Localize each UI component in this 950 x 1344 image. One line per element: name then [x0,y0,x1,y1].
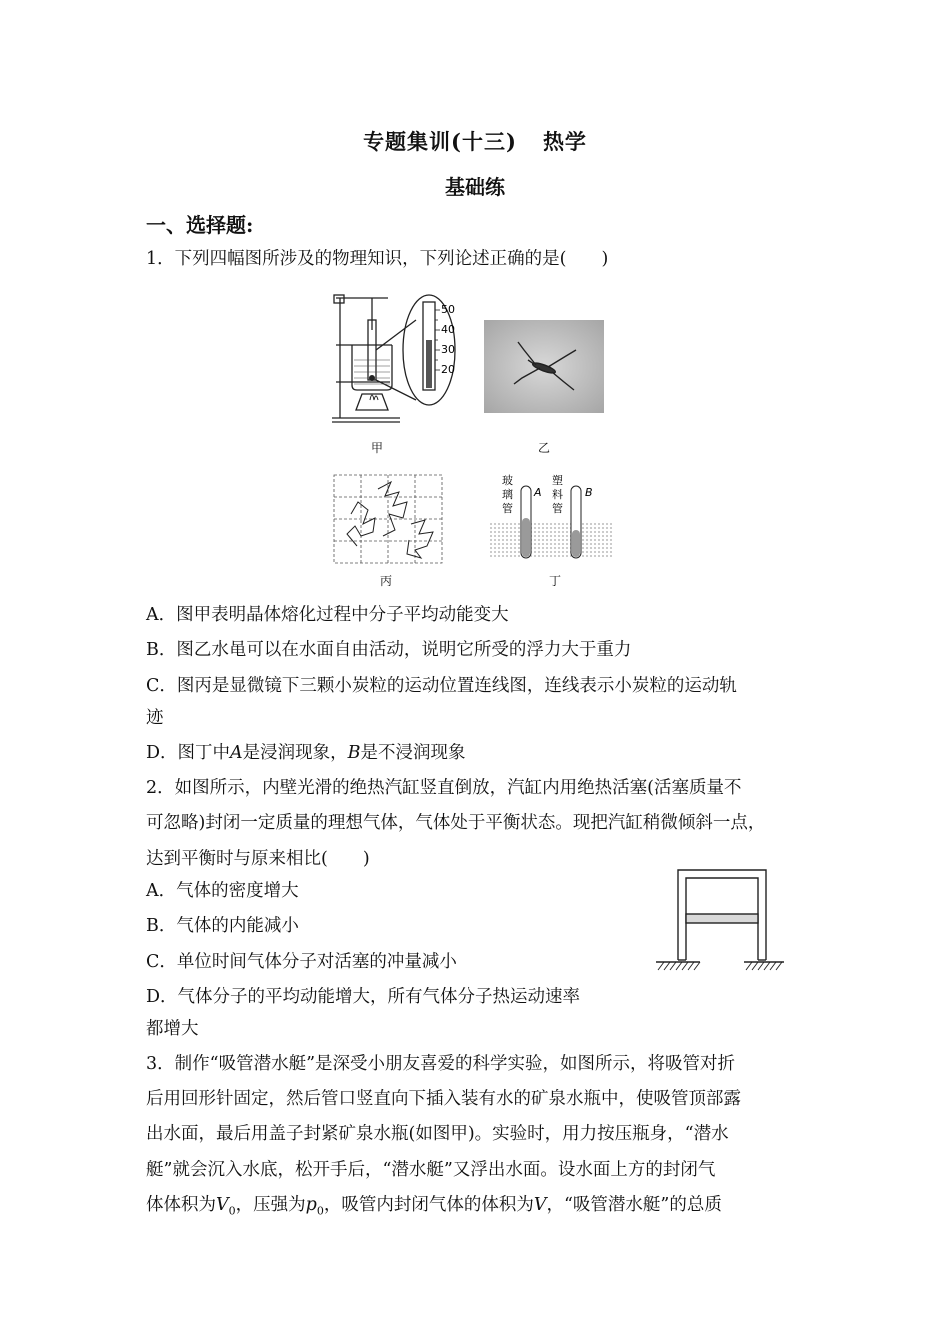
q3-line-4: 艇”就会沉入水底，松开手后，“潜水艇”又浮出水面。设水面上方的封闭气 [146,1160,716,1180]
q3-line-1: 3．制作“吸管潜水艇”是深受小朋友喜爱的科学实验，如图所示，将吸管对折 [146,1054,736,1074]
tube-b-label-3: 管 [552,502,563,515]
q2-option-d: D．气体分子的平均动能增大，所有气体分子热运动速率 [146,987,581,1007]
figure-bing [333,474,443,564]
sub-v0: 0 [228,1204,236,1218]
thermo-tick-20: 20 [441,363,455,376]
tube-a-letter: A [534,486,542,499]
figure-yi [484,320,604,413]
q3-line-5-c: ，吸管内封闭气体的体积为 [323,1195,534,1215]
thermo-tick-40: 40 [441,323,455,336]
section-heading: 一、选择题: [146,213,254,237]
q2-stem-3: 达到平衡时与原来相比( ) [146,849,370,869]
figure-jia-label: 甲 [370,441,383,455]
page-title [0,126,950,156]
var-v: V [533,1195,547,1215]
q1-stem: 1．下列四幅图所涉及的物理知识，下列论述正确的是( ) [146,249,609,269]
q3-line-5-a: 体体积为 [146,1195,216,1215]
q1-option-d-post: 是不浸润现象 [360,743,466,763]
page-subtitle: 基础练 [445,175,505,199]
q1-option-d [146,741,466,765]
q3-line-5-d: ，“吸管潜水艇”的总质 [546,1195,722,1215]
q2-option-a: A．气体的密度增大 [146,881,299,901]
figure-bing-label: 丙 [379,574,392,588]
q1-option-b: B．图乙水黾可以在水面自由活动，说明它所受的浮力大于重力 [146,640,632,660]
q3-line-5-b: ，压强为 [235,1195,306,1215]
q1-option-d-pre: D．图丁中 [146,743,231,763]
q2-stem-1: 2．如图所示，内壁光滑的绝热汽缸竖直倒放，汽缸内用绝热活塞(活塞质量不 [146,778,742,798]
q1-option-d-mid: 是浸润现象， [242,743,348,763]
sub-p0: 0 [316,1204,324,1218]
title-topic: 热学 [542,129,587,154]
q3-line-3: 出水面，最后用盖子封紧矿泉水瓶(如图甲)。实验时，用力按压瓶身，“潜水 [146,1124,729,1144]
q2-option-c: C．单位时间气体分子对活塞的冲量减小 [146,952,457,972]
thermo-tick-30: 30 [441,343,455,356]
figure-ding-label: 丁 [548,574,561,588]
tube-b-letter: B [585,486,593,499]
tube-a-label-2: 璃 [502,488,513,501]
figure-yi-label: 乙 [537,441,550,455]
q2-stem-2: 可忽略)封闭一定质量的理想气体，气体处于平衡状态。现把汽缸稍微倾斜一点， [146,813,766,833]
figure-jia [330,290,465,430]
tube-b-label-1: 塑 [552,474,563,487]
q2-option-d-cont: 都增大 [146,1019,199,1039]
q3-line-2: 后用回形针固定，然后管口竖直向下插入装有水的矿泉水瓶中，使吸管顶部露 [146,1089,741,1109]
q1-option-c-cont: 迹 [146,708,164,728]
figure-ding [490,472,612,564]
tube-b-label-2: 料 [552,488,563,501]
q3-line-5 [146,1193,722,1224]
tube-a-label-3: 管 [502,502,513,515]
var-v0: V [216,1195,229,1215]
var-p0: p [305,1195,317,1215]
title-main: 专题集训(十三) [363,129,517,154]
q1-option-d-a: A [230,743,243,763]
q1-option-a: A．图甲表明晶体熔化过程中分子平均动能变大 [146,605,509,625]
q1-option-c: C．图丙是显微镜下三颗小炭粒的运动位置连线图，连线表示小炭粒的运动轨 [146,676,737,696]
q1-option-d-b: B [347,743,361,763]
thermo-tick-50: 50 [441,303,455,316]
figure-cylinder [654,866,786,982]
tube-a-label-1: 玻 [502,474,513,487]
q2-option-b: B．气体的内能减小 [146,916,299,936]
